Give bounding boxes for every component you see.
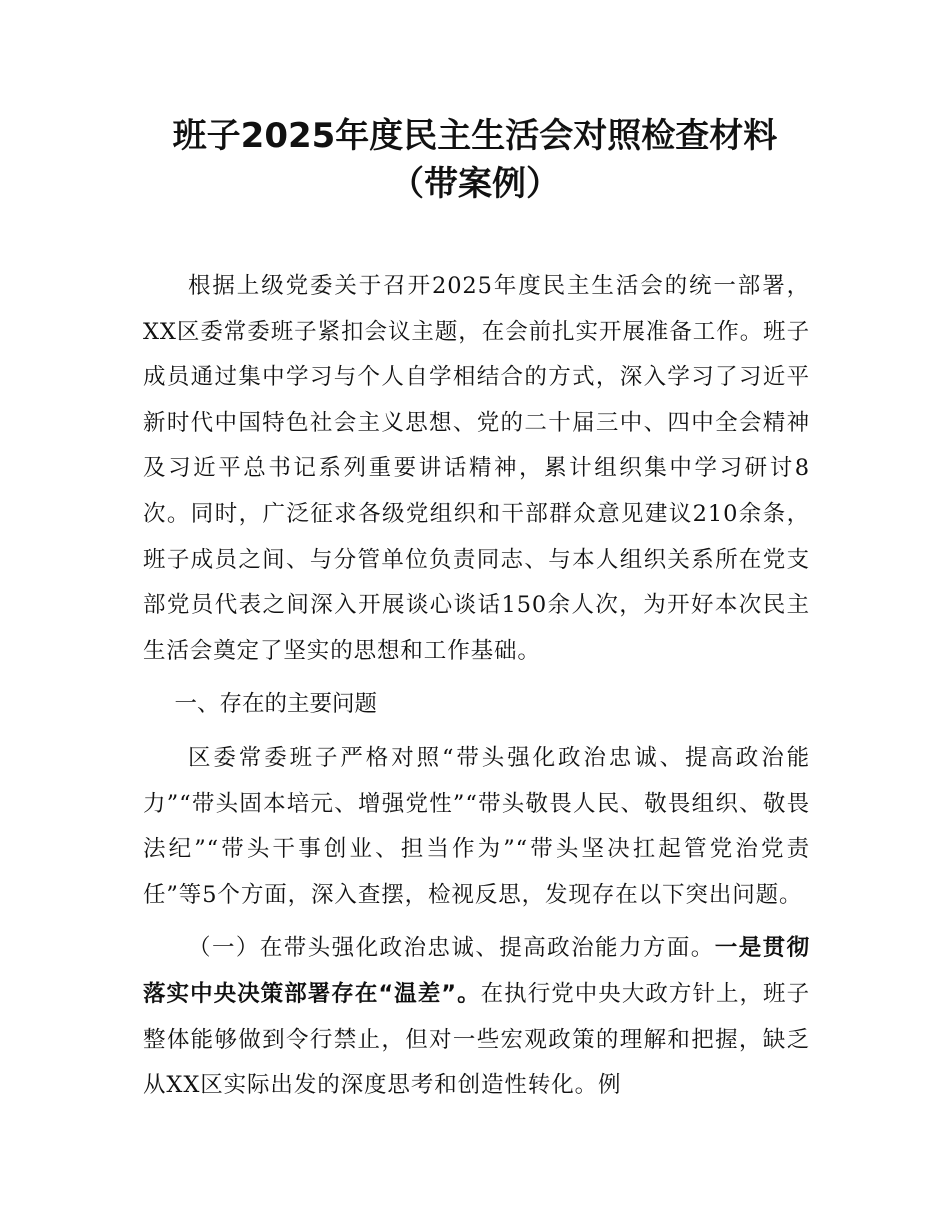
document-title: 班子2025年度民主生活会对照检查材料（带案例） xyxy=(172,116,778,204)
section-paragraph: 区委常委班子严格对照“带头强化政治忠诚、提高政治能力”“带头固本培元、增强党性”“带头敬畏人民、敬畏组织、敬畏法纪”“带头干事创业、担当作为”“带头坚决扛起管党治党责任”等5个方面，深入查摆，检视反思，发现存在以下突出问题。 xyxy=(143,744,810,908)
section-heading: 一、存在的主要问题 xyxy=(174,691,378,718)
paragraph-gap xyxy=(143,918,810,926)
subsection-text: 在执行党中央大政方针上，班子整体能够做到令行禁止，但对一些宏观政策的理解和把握，缺乏从XX区实际出发的深度思考和创造性转化。例 xyxy=(143,980,810,1099)
subsection-bold-point: 一是贯彻落实中央决策部署存在“温差”。 xyxy=(143,935,810,1007)
subsection-paragraph xyxy=(143,926,810,1108)
document-body xyxy=(143,264,810,1109)
paragraph-gap xyxy=(143,674,810,682)
subsection-lead: （一）在带头强化政治忠诚、提高政治能力方面。 xyxy=(188,935,715,962)
intro-paragraph: 根据上级党委关于召开2025年度民主生活会的统一部署，XX区委常委班子紧扣会议主题，在会前扎实开展准备工作。班子成员通过集中学习与个人自学相结合的方式，深入学习了习近平新时代中国特色社会主义思想、党的二十届三中、四中全会精神及习近平总书记系列重要讲话精神，累计组织集中学习研讨8次。同时，广泛征求各级党组织和干部群众意见建议210余条，班子成员之间、与分管单位负责同志、与本人组织关系所在党支部党员代表之间深入开展谈心谈话150余人次，为开好本次民主生活会奠定了坚实的思想和工作基础。 xyxy=(143,273,810,664)
